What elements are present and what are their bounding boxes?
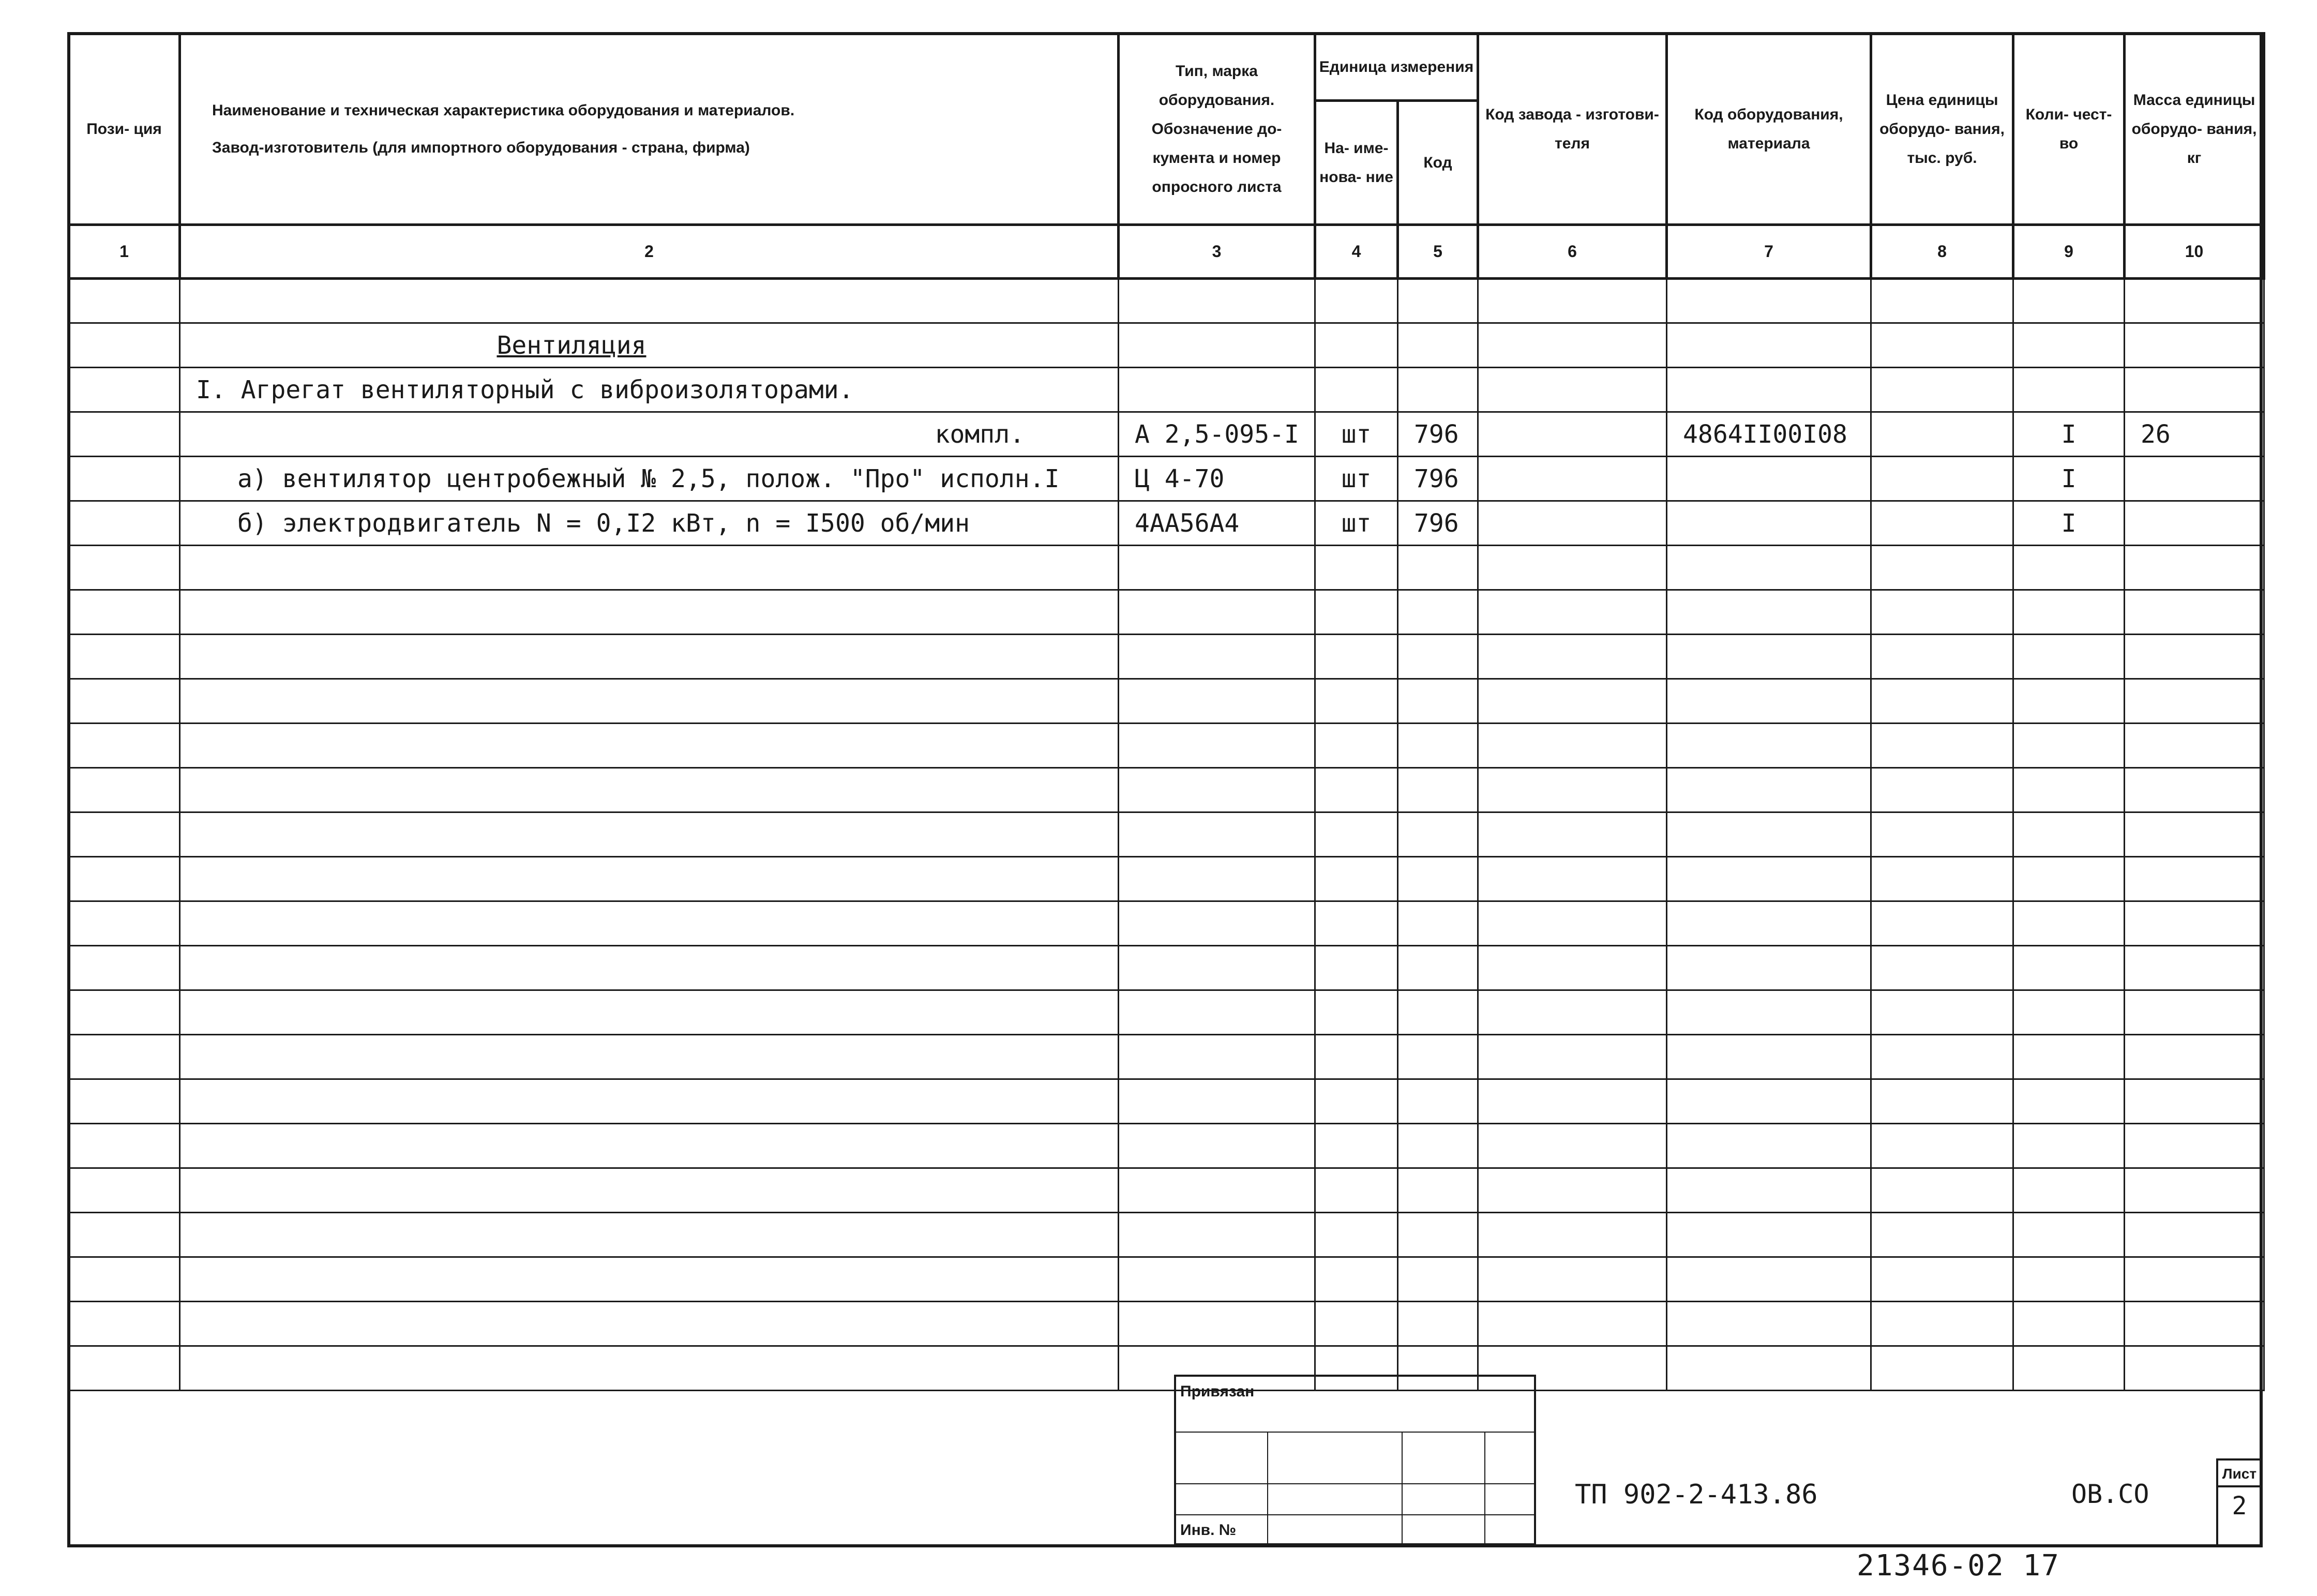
header-equipment-code: Код оборудования, материала: [1667, 34, 1871, 225]
table-row: [69, 1257, 2264, 1302]
sub-b-unit: шт: [1315, 501, 1398, 546]
archive-number: 21346-02 17: [1857, 1549, 2060, 1583]
stamp-divider: [1484, 1432, 1486, 1545]
title-block: [1539, 1458, 2263, 1546]
table-row: [69, 679, 2264, 724]
table-row: [69, 279, 2264, 323]
header-row-top: [69, 34, 2264, 101]
sheet-box: [2216, 1458, 2263, 1546]
header-name-line2: Завод-изготовитель (для импортного оборудования - страна, фирма): [212, 139, 750, 156]
sub-b-name: б) электродвигатель N = 0,I2 кВт, n = I500 об/мин: [180, 501, 1119, 546]
header-unit-name: На- име- нова- ние: [1315, 101, 1398, 225]
item1-mass: 26: [2125, 412, 2264, 457]
header-type: Тип, марка оборудования. Обозначение до- кумента и номер опросного листа: [1119, 34, 1315, 225]
table-row: [69, 901, 2264, 946]
sub-a-type: Ц 4-70: [1119, 457, 1315, 501]
table-row: [69, 1302, 2264, 1346]
sub-b-type: 4АА56А4: [1119, 501, 1315, 546]
stamp-divider: [1174, 1514, 1536, 1516]
column-number: 8: [1871, 225, 2013, 279]
table-row: [69, 812, 2264, 857]
table-row: [69, 857, 2264, 901]
table-row: [69, 990, 2264, 1035]
column-number: 9: [2013, 225, 2125, 279]
column-number: 2: [180, 225, 1119, 279]
table-row: [69, 946, 2264, 990]
table-row: [69, 724, 2264, 768]
table-row-sub-a: [69, 457, 2264, 501]
stamp-divider: [1174, 1432, 1536, 1434]
column-number-row: [69, 225, 2264, 279]
sub-a-name: а) вентилятор центробежный № 2,5, полож. "Про" исполн.I: [180, 457, 1119, 501]
table-row: [69, 1346, 2264, 1391]
header-name: [180, 34, 1119, 225]
table-row: [69, 635, 2264, 679]
table-row: [69, 1079, 2264, 1124]
header-quantity: Коли- чест- во: [2013, 34, 2125, 225]
table-row: [69, 1168, 2264, 1213]
table-row-sub-b: [69, 501, 2264, 546]
header-mass: Масса единицы оборудо- вания, кг: [2125, 34, 2264, 225]
table-row: [69, 1035, 2264, 1079]
column-number: 3: [1119, 225, 1315, 279]
table-row-item1-details: [69, 412, 2264, 457]
stamp-divider: [1402, 1432, 1404, 1545]
document-code: ОВ.СО: [2071, 1479, 2149, 1509]
sheet-label: Лист: [2218, 1461, 2261, 1487]
item1-unit: шт: [1315, 412, 1398, 457]
table-row: [69, 1213, 2264, 1257]
stamp-divider: [1267, 1432, 1269, 1545]
table-row-section: [69, 323, 2264, 368]
document-number: ТП 902-2-413.86: [1575, 1479, 1818, 1510]
table-row: [69, 768, 2264, 812]
item1-type: А 2,5-095-I: [1119, 412, 1315, 457]
item1-quantity: I: [2013, 412, 2125, 457]
column-number: 7: [1667, 225, 1871, 279]
column-number: 4: [1315, 225, 1398, 279]
item1-name: I. Агрегат вентиляторный с виброизоляторами.: [180, 368, 1119, 412]
specification-table: [67, 32, 2265, 1391]
header-position: Пози- ция: [69, 34, 180, 225]
sub-a-quantity: I: [2013, 457, 2125, 501]
sub-a-unit: шт: [1315, 457, 1398, 501]
stamp-attached-label: Привязан: [1180, 1383, 1255, 1400]
item1-equipment-code: 4864II00I08: [1667, 412, 1871, 457]
column-number: 1: [69, 225, 180, 279]
item1-unit-text: компл.: [180, 412, 1119, 457]
header-name-line1: Наименование и техническая характеристика оборудования и материалов.: [212, 101, 795, 119]
table-row: [69, 1124, 2264, 1168]
attachment-stamp: [1174, 1375, 1536, 1545]
sub-b-quantity: I: [2013, 501, 2125, 546]
stamp-divider: [1174, 1483, 1536, 1485]
header-unit-group: Единица измерения: [1315, 34, 1478, 101]
stamp-inv-label: Инв. №: [1180, 1522, 1237, 1539]
header-unit-code: Код: [1398, 101, 1478, 225]
table-row-item1: [69, 368, 2264, 412]
header-manufacturer-code: Код завода - изготови- теля: [1478, 34, 1667, 225]
sub-b-unit-code: 796: [1398, 501, 1478, 546]
sub-a-unit-code: 796: [1398, 457, 1478, 501]
column-number: 10: [2125, 225, 2264, 279]
section-title: Вентиляция: [180, 323, 1119, 368]
item1-unit-code: 796: [1398, 412, 1478, 457]
sheet-number: 2: [2232, 1492, 2247, 1520]
column-number: 6: [1478, 225, 1667, 279]
header-price: Цена единицы оборудо- вания, тыс. руб.: [1871, 34, 2013, 225]
table-row: [69, 590, 2264, 635]
column-number: 5: [1398, 225, 1478, 279]
table-row: [69, 546, 2264, 590]
